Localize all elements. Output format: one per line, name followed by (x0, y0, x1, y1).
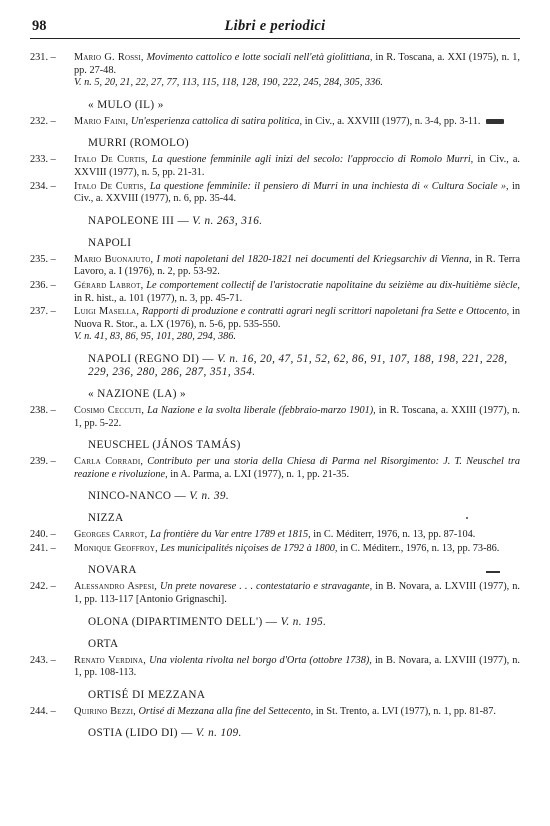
section-heading (88, 564, 520, 577)
entry-title: Un'esperienza cattolica di satira politica, (130, 115, 303, 127)
entry-body (74, 655, 520, 680)
entry-body (74, 181, 520, 206)
bibliography-list (30, 52, 520, 744)
cross-reference: V. n. 39. (189, 490, 230, 503)
entry-source: in C. Méditerr., 1976, n. 13, pp. 73-86. (340, 542, 500, 554)
entry-author: Mario Buonajuto, (74, 253, 154, 265)
entry-title: La frontière du Var entre 1789 et 1815, (149, 529, 311, 541)
heading-text: NAPOLI (88, 236, 132, 249)
entry-source: in R. hist., a. 101 (1977), n. 3, pp. 45-71. (74, 292, 243, 304)
bibliography-entry (30, 543, 520, 556)
section-heading (88, 689, 520, 702)
bibliography-entry (30, 116, 520, 129)
bibliography-entry (30, 154, 520, 179)
entry-number: 238. – (30, 404, 56, 416)
ink-blot (486, 119, 504, 124)
entry-title: Una violenta rivolta nel borgo d'Orta (ottobre 1738), (149, 654, 372, 666)
entry-number: 236. – (30, 279, 56, 291)
entry-source: in A. Parma, a. LXI (1977), n. 1, pp. 21-35. (170, 468, 350, 480)
section-heading (88, 512, 520, 525)
entry-source: in Civ., a. XXVIII (1977), n. 5, pp. 21-31. (74, 154, 520, 178)
bibliography-entry (30, 181, 520, 206)
entry-author: Mario G. Rossi, (74, 52, 144, 63)
bibliography-entry (30, 581, 520, 606)
heading-text: NINCO-NANCO — (88, 490, 187, 503)
entry-source: in B. Novara, a. LXVIII (1977), n. 1, pp. 108-113. (74, 654, 520, 679)
entry-number: 233. – (30, 154, 56, 166)
section-heading (88, 99, 520, 112)
section-heading (88, 490, 520, 503)
entry-number: 244. – (30, 705, 56, 717)
running-title: Libri e periodici (224, 18, 326, 34)
entry-source: in R. Toscana, a. XXIII (1977), n. 1, pp. 5-22. (74, 404, 520, 429)
entry-number: 239. – (30, 456, 56, 468)
entry-title: La questione femminile: il pensiero di Murri in una inchiesta di « Cultura Sociale », (149, 180, 509, 192)
entry-title: Contributo per una storia della Chiesa di Parma nel Risorgimento: J. T. Neuschel tra reazione e rivoluzione, (74, 456, 520, 480)
heading-text: ORTISÉ DI MEZZANA (88, 688, 206, 701)
entry-author: Monique Geoffroy, (74, 542, 158, 554)
entry-author: Luigi Masella, (74, 306, 140, 318)
cross-reference: V. n. 16, 20, 47, 51, 52, 62, 86, 91, 107, 188, 198, 221, 228, 229, 236, 280, 286, 287, 351, 354. (88, 352, 508, 378)
entry-body (74, 581, 520, 606)
entry-body (74, 543, 520, 556)
entry-number: 242. – (30, 581, 56, 593)
section-heading (88, 616, 520, 629)
heading-text: ORTA (88, 637, 119, 650)
heading-text: MURRI (ROMOLO) (88, 137, 190, 150)
entry-body (74, 306, 520, 344)
entry-source: in R. Terra Lavoro, a. I (1976), n. 2, pp. 53-92. (74, 253, 521, 278)
entry-body (74, 280, 520, 305)
entry-author: Carla Corradi, (74, 456, 144, 468)
entry-title: La questione femminile agli inizi del secolo: l'approccio di Romolo Murri, (151, 154, 474, 166)
entry-title: Movimento cattolico e lotte sociali nell'età giolittiana, (146, 52, 373, 63)
entry-source: in St. Trento, a. LVI (1977), n. 1, pp. 81-87. (315, 705, 496, 717)
entry-author: Italo De Curtis, (74, 180, 147, 192)
entry-author: Italo De Curtis, (74, 154, 148, 166)
entry-number: 235. – (30, 253, 56, 265)
cross-reference: V. n. 109. (195, 727, 242, 740)
heading-text: NIZZA (88, 512, 124, 525)
entry-number: 234. – (30, 180, 56, 192)
bibliography-entry (30, 254, 520, 279)
entry-source: in R. Toscana, a. XXI (1975), n. 1, pp. 27-48. (74, 52, 520, 76)
entry-body (74, 116, 520, 129)
entry-source: in C. Méditerr, 1976, n. 13, pp. 87-104. (313, 529, 476, 541)
section-heading (88, 137, 520, 150)
entry-number: 243. – (30, 654, 56, 666)
cross-reference: V. n. 41, 83, 86, 95, 101, 280, 294, 386. (74, 331, 236, 343)
entry-title: Un prete novarese . . . contestatario e stravagante, (160, 581, 373, 593)
section-heading (88, 353, 520, 379)
heading-text: NOVARA (88, 564, 137, 577)
entry-source: in B. Novara, a. LXVIII (1977), n. 1, pp. 113-117 [Antonio Grignaschi]. (74, 581, 521, 606)
heading-text: NAPOLI (REGNO DI) — (88, 352, 214, 365)
entry-title: Rapporti di produzione e contratti agrari negli scrittori napoletani fra Sette e Ottocento, (141, 306, 510, 318)
bibliography-entry (30, 655, 520, 680)
cross-reference: V. n. 195. (280, 615, 327, 628)
heading-text: « NAZIONE (LA) » (88, 387, 187, 400)
entry-number: 241. – (30, 542, 56, 554)
bibliography-entry (30, 706, 520, 719)
entry-author: Renato Verdina, (74, 654, 147, 666)
section-heading (88, 215, 520, 228)
scan-speck (466, 517, 468, 519)
entry-title: I moti napoletani del 1820-1821 nei documenti del Kriegsarchiv di Vienna, (156, 253, 472, 265)
entry-body (74, 456, 520, 481)
bibliography-entry (30, 306, 520, 344)
entry-source: in Civ., a. XXVIII (1977), n. 6, pp. 35-44. (74, 180, 521, 205)
cross-reference: V. n. 263, 316. (192, 214, 263, 227)
page-number: 98 (32, 18, 47, 34)
entry-body (74, 254, 520, 279)
bibliography-entry (30, 52, 520, 90)
heading-text: OLONA (DIPARTIMENTO DELL') — (88, 615, 278, 628)
section-heading (88, 727, 520, 740)
entry-author: Mario Faini, (74, 115, 129, 127)
heading-text: NAPOLEONE III — (88, 214, 190, 227)
scan-speck (486, 571, 500, 573)
entry-author: Georges Carrot, (74, 529, 148, 541)
section-heading (88, 237, 520, 250)
heading-text: OSTIA (LIDO DI) — (88, 727, 193, 740)
bibliography-entry (30, 529, 520, 542)
entry-title: Les municipalités niçoises de 1792 à 1800, (160, 542, 338, 554)
entry-number: 237. – (30, 306, 56, 318)
entry-author: Cosimo Ceccuti, (74, 404, 145, 416)
section-heading (88, 388, 520, 401)
entry-body (74, 529, 520, 542)
entry-number: 231. – (30, 52, 56, 63)
entry-body (74, 405, 520, 430)
entry-title: Le comportement collectif de l'aristocratie napolitaine du seizième au dix-huitième siècle, (146, 279, 520, 291)
heading-text: NEUSCHEL (JÁNOS TAMÁS) (88, 439, 241, 452)
bibliography-entry (30, 280, 520, 305)
entry-source: in Civ., a. XXVIII (1977), n. 3-4, pp. 3-11. (304, 115, 481, 127)
bibliography-entry (30, 456, 520, 481)
page-header (30, 18, 520, 39)
entry-body (74, 706, 520, 719)
entry-number: 232. – (30, 115, 56, 127)
entry-author: Quirino Bezzi, (74, 705, 136, 717)
bibliography-entry (30, 405, 520, 430)
entry-source: in Nuova R. Stor., a. LX (1976), n. 5-6, pp. 535-550. (74, 306, 521, 330)
entry-title: La Nazione e la svolta liberale (febbraio-marzo 1901), (147, 404, 376, 416)
section-heading (88, 638, 520, 651)
section-heading (88, 439, 520, 452)
heading-text: « MULO (IL) » (88, 98, 164, 111)
entry-body (74, 52, 520, 90)
entry-number: 240. – (30, 529, 56, 541)
entry-title: Ortisé di Mezzana alla fine del Settecento, (138, 705, 314, 717)
entry-author: Alessandro Aspesi, (74, 581, 158, 593)
cross-reference: V. n. 5, 20, 21, 22, 27, 77, 113, 115, 118, 128, 190, 222, 245, 284, 305, 336. (74, 77, 384, 89)
entry-author: Gérard Labrot, (74, 279, 144, 291)
entry-body (74, 154, 520, 179)
